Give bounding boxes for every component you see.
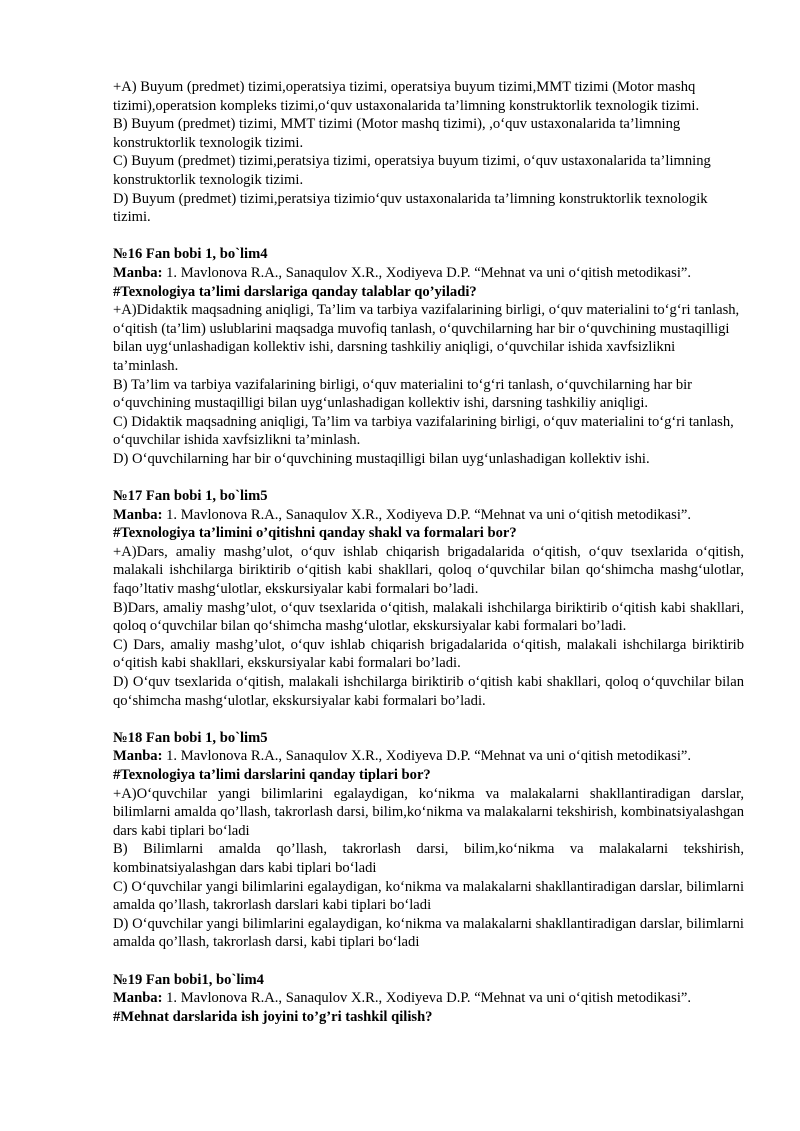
intro-answers (113, 78, 744, 227)
answer-option: B)Dars, amaliy mashg’ulot, o‘quv tsexlarida o‘qitish, malakali ishchilarga biriktirib o‘qitish kabi shakllari, qoloq o‘quvchilar bilan qo‘shimcha mashg‘ulotlar, ekskursiyalar kabi formalari bo’ladi. (113, 599, 744, 635)
answer-option: D) O‘quvchilarning har bir o‘quvchining mustaqilligi bilan uyg‘unlashadigan kollektiv ishi. (113, 450, 650, 467)
answer-option: B) Buyum (predmet) tizimi, MMT tizimi (Motor mashq tizimi), ,o‘quv ustaxonalarida ta’limning konstruktorlik texnologik tizimi. (113, 116, 681, 151)
source-line (113, 264, 744, 283)
section-heading: №16 Fan bobi 1, bo`lim4 (113, 246, 268, 263)
answer-option: D) O‘quv tsexlarida o‘qitish, malakali ishchilarga biriktirib o‘qitish kabi shakllari, qoloq o‘quvchilar bilan qo‘shimcha mashg‘ulotlar, ekskursiyalar kabi formalari bo’ladi. (113, 674, 744, 709)
question-text: #Mehnat darslarida ish joyini to’g’ri tashkil qilish? (113, 1008, 433, 1025)
answer-option: D) O‘quvchilar yangi bilimlarini egalaydigan, ko‘nikma va malakalarni shakllantiradigan darslar, bilimlarni amalda qo’llash, takrorlash darsi, kabi tiplari bo‘ladi (113, 915, 744, 951)
question-block-17 (113, 487, 744, 710)
question-block-16 (113, 245, 744, 468)
source-label: Manba: (113, 264, 163, 281)
section-heading: №19 Fan bobi1, bo`lim4 (113, 971, 264, 988)
question-text: #Texnologiya ta’limi darslariga qanday talablar qo’yiladi? (113, 283, 477, 300)
answer-option: C) Dars, amaliy mashg’ulot, o‘quv ishlab chiqarish brigadalarida o‘qitish, malakali ishchilarga biriktirib o‘qitish kabi shakllari, ekskursiyalar kabi formalari bo’ladi. (113, 636, 744, 672)
question-block-19 (113, 971, 744, 1027)
source-label: Manba: (113, 506, 163, 523)
answer-option: +A)Dars, amaliy mashg’ulot, o‘quv ishlab chiqarish brigadalarida o‘qitish, o‘quv tsexlarida o‘qitish, malakali ishchilarga biriktirib o‘qitish kabi shakllari, qoloq o‘quvchilar bilan qo‘shimcha mashg‘ulotlar, faqo’ltativ mashg‘ulotlar, ekskursiyalar kabi formalari bo’ladi. (113, 543, 744, 598)
section-heading: №18 Fan bobi 1, bo`lim5 (113, 729, 268, 746)
answer-option: +A)Didaktik maqsadning aniqligi, Ta’lim va tarbiya vazifalarining birligi, o‘quv materialini to‘g‘ri tanlash, o‘qitish (ta’lim) uslublarini maqsadga muvofiq tanlash, o‘quvchilarning har bir o‘quvchining mustaqilligi bilan uyg‘unlashadigan kollektiv ishi, darsning tashkiliy aniqligi, o‘quvchilar ishida xavfsizlikni ta’minlash. (113, 302, 740, 374)
answer-option: B) Ta’lim va tarbiya vazifalarining birligi, o‘quv materialini to‘g‘ri tanlash, o‘quvchilarning har bir o‘quvchining mustaqilligi bilan uyg‘unlashadigan kollektiv ishi, darsning tashkiliy aniqligi. (113, 376, 693, 412)
source-text: 1. Mavlonova R.A., Sanaqulov X.R., Xodiyeva D.P. “Mehnat va uni o‘qitish metodikasi”. (162, 506, 692, 523)
answer-option: D) Buyum (predmet) tizimi,peratsiya tizimio‘quv ustaxonalarida ta’limning konstruktorlik texnologik tizimi. (113, 190, 708, 226)
question-text: #Texnologiya ta’limini o’qitishni qanday shakl va formalari bor? (113, 525, 517, 542)
source-text: 1. Mavlonova R.A., Sanaqulov X.R., Xodiyeva D.P. “Mehnat va uni o‘qitish metodikasi”. (162, 748, 692, 765)
question-text: #Texnologiya ta’limi darslarini qanday tiplari bor? (113, 766, 431, 783)
question-block-18 (113, 729, 744, 952)
source-label: Manba: (113, 748, 163, 765)
answer-option: C) Didaktik maqsadning aniqligi, Ta’lim va tarbiya vazifalarining birligi, o‘quv materialini to‘g‘ri tanlash, o‘quvchilar ishida xavfsizlikni ta’minlash. (113, 413, 734, 449)
answer-option: +A) Buyum (predmet) tizimi,operatsiya tizimi, operatsiya buyum tizimi,MMT tizimi (Motor mashq tizimi),operatsion kompleks tizimi,o‘quv ustaxonalarida ta’limning konstruktorlik texnologik tizimi. (113, 79, 700, 114)
source-line (113, 747, 744, 766)
answer-option: C) O‘quvchilar yangi bilimlarini egalaydigan, ko‘nikma va malakalarni shakllantiradigan darslar, bilimlarni amalda qo’llash, takrorlash darslari kabi tiplari bo‘ladi (113, 878, 744, 914)
answer-option: B) Bilimlarni amalda qo’llash, takrorlash darsi, bilim,ko‘nikma va malakalarni tekshirish, kombinatsiyalashgan dars kabi tiplari bo‘ladi (113, 841, 744, 876)
source-label: Manba: (113, 990, 163, 1007)
section-heading: №17 Fan bobi 1, bo`lim5 (113, 488, 268, 505)
source-text: 1. Mavlonova R.A., Sanaqulov X.R., Xodiyeva D.P. “Mehnat va uni o‘qitish metodikasi”. (162, 990, 692, 1007)
source-line (113, 506, 744, 525)
answer-option: +A)O‘quvchilar yangi bilimlarini egalaydigan, ko‘nikma va malakalarni shakllantiradigan darslar, bilimlarni amalda qo’llash, takrorlash darsi, bilim,ko‘nikma va malakalarni tekshirish, kombinatsiyalashgan dars kabi tiplari bo‘ladi (113, 785, 744, 839)
document-page (113, 78, 744, 1026)
answer-option: C) Buyum (predmet) tizimi,peratsiya tizimi, operatsiya buyum tizimi, o‘quv ustaxonalarida ta’limning konstruktorlik texnologik tizimi. (113, 153, 711, 188)
source-text: 1. Mavlonova R.A., Sanaqulov X.R., Xodiyeva D.P. “Mehnat va uni o‘qitish metodikasi”. (162, 264, 692, 281)
source-line (113, 989, 744, 1008)
